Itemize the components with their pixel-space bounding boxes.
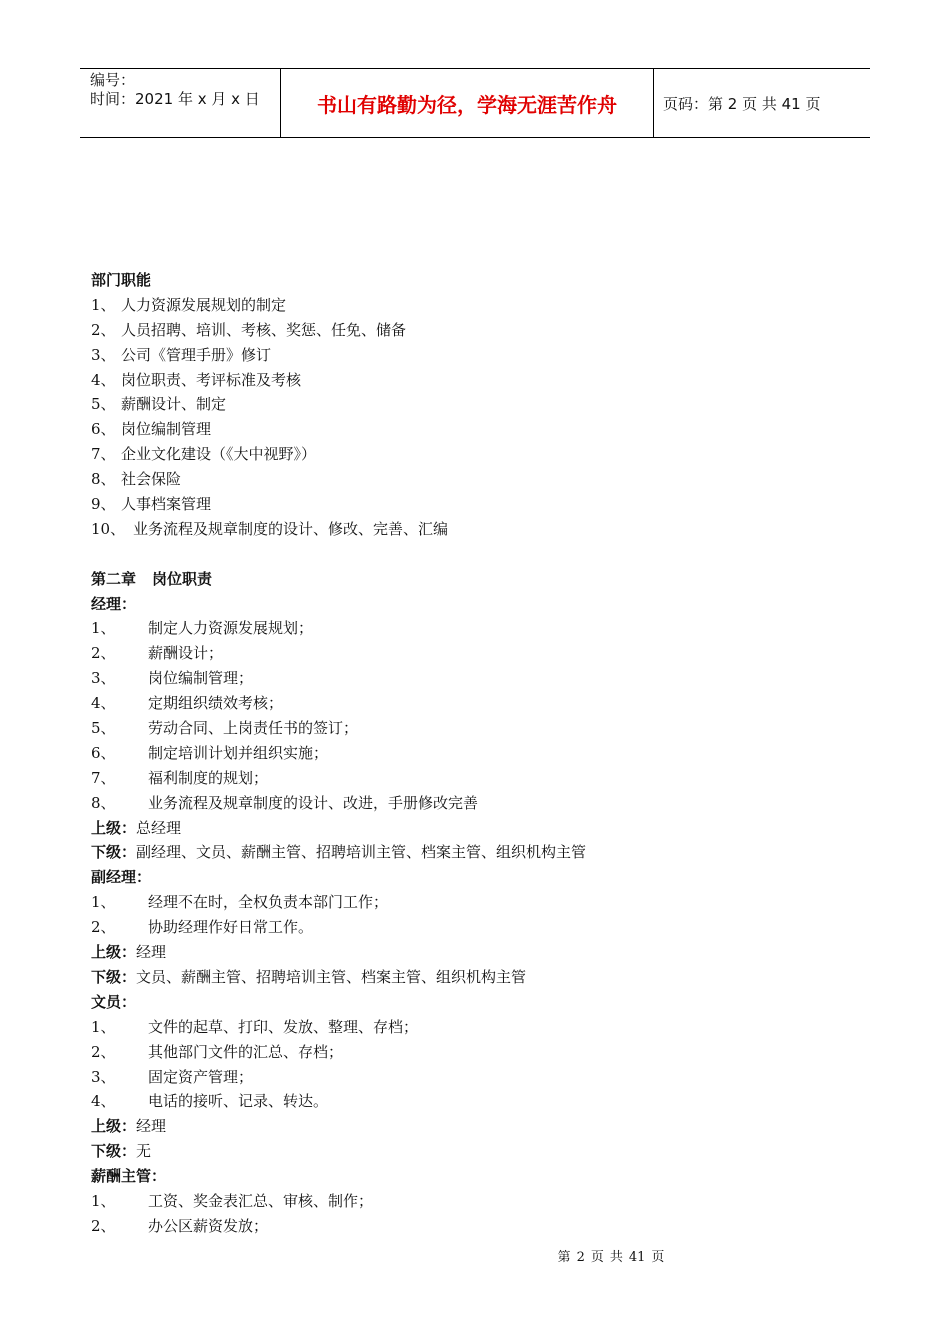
- superior-line: 上级：总经理: [91, 818, 182, 837]
- list-item: 4、 定期组织绩效考核；: [91, 694, 284, 713]
- list-item: 4、 岗位职责、考评标准及考核: [91, 370, 302, 389]
- chapter-title: 第二章 岗位职责: [91, 569, 213, 588]
- header-left-cell: [80, 69, 281, 137]
- page-header: [80, 68, 870, 138]
- subordinate-line: 下级：副经理、文员、薪酬主管、招聘培训主管、档案主管、组织机构主管: [91, 843, 587, 862]
- list-item: 7、 企业文化建设（《大中视野》）: [91, 445, 317, 464]
- list-item: 6、 制定培训计划并组织实施；: [91, 743, 329, 762]
- list-item: 2、 协助经理作好日常工作。: [91, 918, 314, 937]
- list-item: 10、 业务流程及规章制度的设计、修改、完善、汇编: [91, 519, 449, 538]
- role-title-salary: 薪酬主管：: [91, 1167, 167, 1186]
- list-item: 3、 固定资产管理；: [91, 1067, 254, 1086]
- page-info: 页码：第 2 页 共 41 页: [663, 94, 821, 113]
- list-item: 4、 电话的接听、记录、转达。: [91, 1092, 329, 1111]
- list-item: 7、 福利制度的规划；: [91, 768, 269, 787]
- list-item: 1、 人力资源发展规划的制定: [91, 295, 287, 314]
- list-item: 5、 劳动合同、上岗责任书的签订；: [91, 719, 359, 738]
- list-item: 2、 薪酬设计；: [91, 644, 224, 663]
- subordinate-line: 下级：无: [91, 1142, 152, 1161]
- footer-total-pages: 41: [628, 1250, 646, 1265]
- list-item: 8、 业务流程及规章制度的设计、改进，手册修改完善: [91, 793, 479, 812]
- role-title-clerk: 文员：: [91, 992, 137, 1011]
- subordinate-line: 下级：文员、薪酬主管、招聘培训主管、档案主管、组织机构主管: [91, 967, 527, 986]
- list-item: 5、 薪酬设计、制定: [91, 395, 227, 414]
- list-item: 2、 办公区薪资发放；: [91, 1216, 269, 1235]
- motto: 书山有路勤为径，学海无涯苦作舟: [281, 69, 654, 137]
- superior-line: 上级：经理: [91, 943, 167, 962]
- list-item: 9、 人事档案管理: [91, 495, 212, 514]
- list-item: 3、 公司《管理手册》修订: [91, 345, 272, 364]
- list-item: 8、 社会保险: [91, 470, 182, 489]
- footer-page-number: 2: [576, 1250, 585, 1265]
- document-body: [91, 268, 871, 1239]
- list-item: 1、 制定人力资源发展规划；: [91, 619, 314, 638]
- time-label: 时间：2021 年 x 月 x 日: [90, 90, 260, 108]
- list-item: 6、 岗位编制管理: [91, 420, 212, 439]
- number-label: 编号：: [90, 71, 136, 89]
- list-item: 2、 人员招聘、培训、考核、奖惩、任免、储备: [91, 320, 407, 339]
- list-item: 2、 其他部门文件的汇总、存档；: [91, 1042, 344, 1061]
- list-item: 1、 经理不在时，全权负责本部门工作；: [91, 893, 389, 912]
- role-title-manager: 经理：: [91, 594, 137, 613]
- list-item: 1、 工资、奖金表汇总、审核、制作；: [91, 1191, 374, 1210]
- list-item: 1、 文件的起草、打印、发放、整理、存档；: [91, 1017, 419, 1036]
- page-footer: 第 2 页 共 41 页: [557, 1250, 665, 1265]
- role-title-deputy: 副经理：: [91, 868, 152, 887]
- section-title: 部门职能: [91, 271, 152, 289]
- list-item: 3、 岗位编制管理；: [91, 669, 254, 688]
- superior-line: 上级：经理: [91, 1117, 167, 1136]
